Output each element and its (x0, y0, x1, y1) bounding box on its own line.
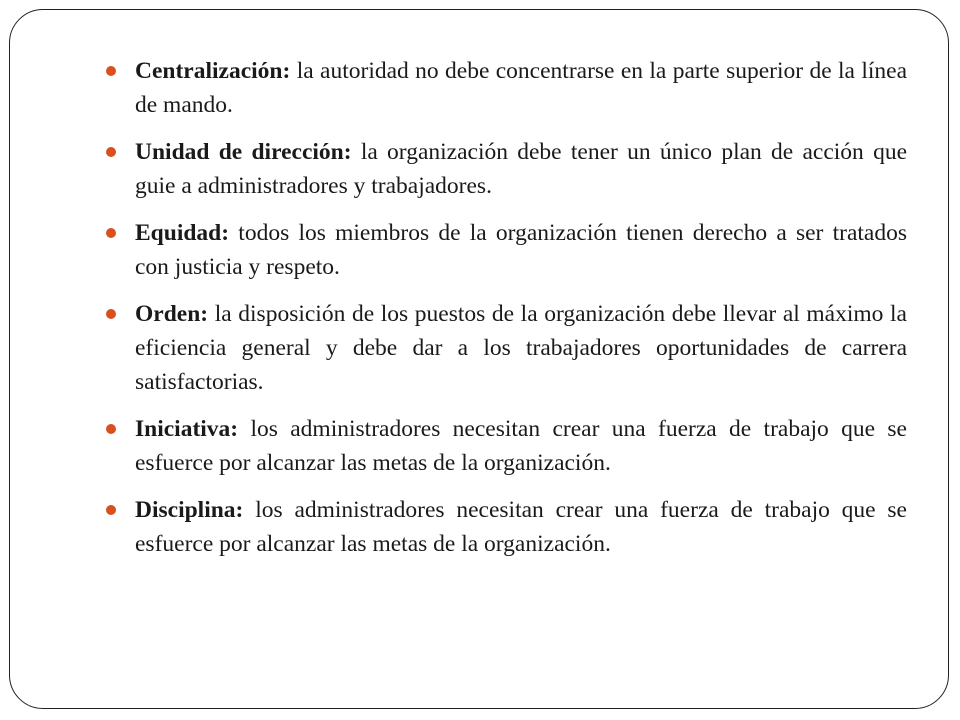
term-label: Iniciativa: (135, 416, 239, 442)
bullet-dot-icon (106, 424, 116, 434)
term-label: Orden: (135, 301, 209, 327)
term-description: la autoridad no debe concentrarse en la parte superior de la línea de mando. (135, 58, 907, 118)
term-label: Unidad de dirección: (135, 139, 352, 165)
bullet-dot-icon (106, 66, 116, 76)
list-item-disciplina (106, 493, 907, 561)
term-label: Centralización: (135, 58, 291, 84)
bullet-dot-icon (106, 309, 116, 319)
list-item-equidad (106, 216, 907, 284)
list-item-iniciativa (106, 412, 907, 480)
bullet-dot-icon (106, 228, 116, 238)
term-description: los administradores necesitan crear una fuerza de trabajo que se esfuerce por alcanzar las metas de la organización. (135, 416, 907, 476)
term-description: la disposición de los puestos de la organización debe llevar al máximo la eficiencia general y debe dar a los trabajadores oportunidades de carrera satisfactorias. (135, 301, 907, 395)
term-description: la organización debe tener un único plan de acción que guie a administradores y trabajadores. (135, 139, 907, 199)
term-description: todos los miembros de la organización tienen derecho a ser tratados con justicia y respeto. (135, 220, 907, 280)
list-item-centralizacion (106, 54, 907, 122)
term-description: los administradores necesitan crear una fuerza de trabajo que se esfuerce por alcanzar las metas de la organización. (135, 497, 907, 557)
bullet-dot-icon (106, 147, 116, 157)
list-item-unidad-de-direccion (106, 135, 907, 203)
term-label: Disciplina: (135, 497, 244, 523)
term-label: Equidad: (135, 220, 230, 246)
list-item-orden (106, 297, 907, 399)
bullet-dot-icon (106, 505, 116, 515)
principles-list (106, 54, 907, 574)
